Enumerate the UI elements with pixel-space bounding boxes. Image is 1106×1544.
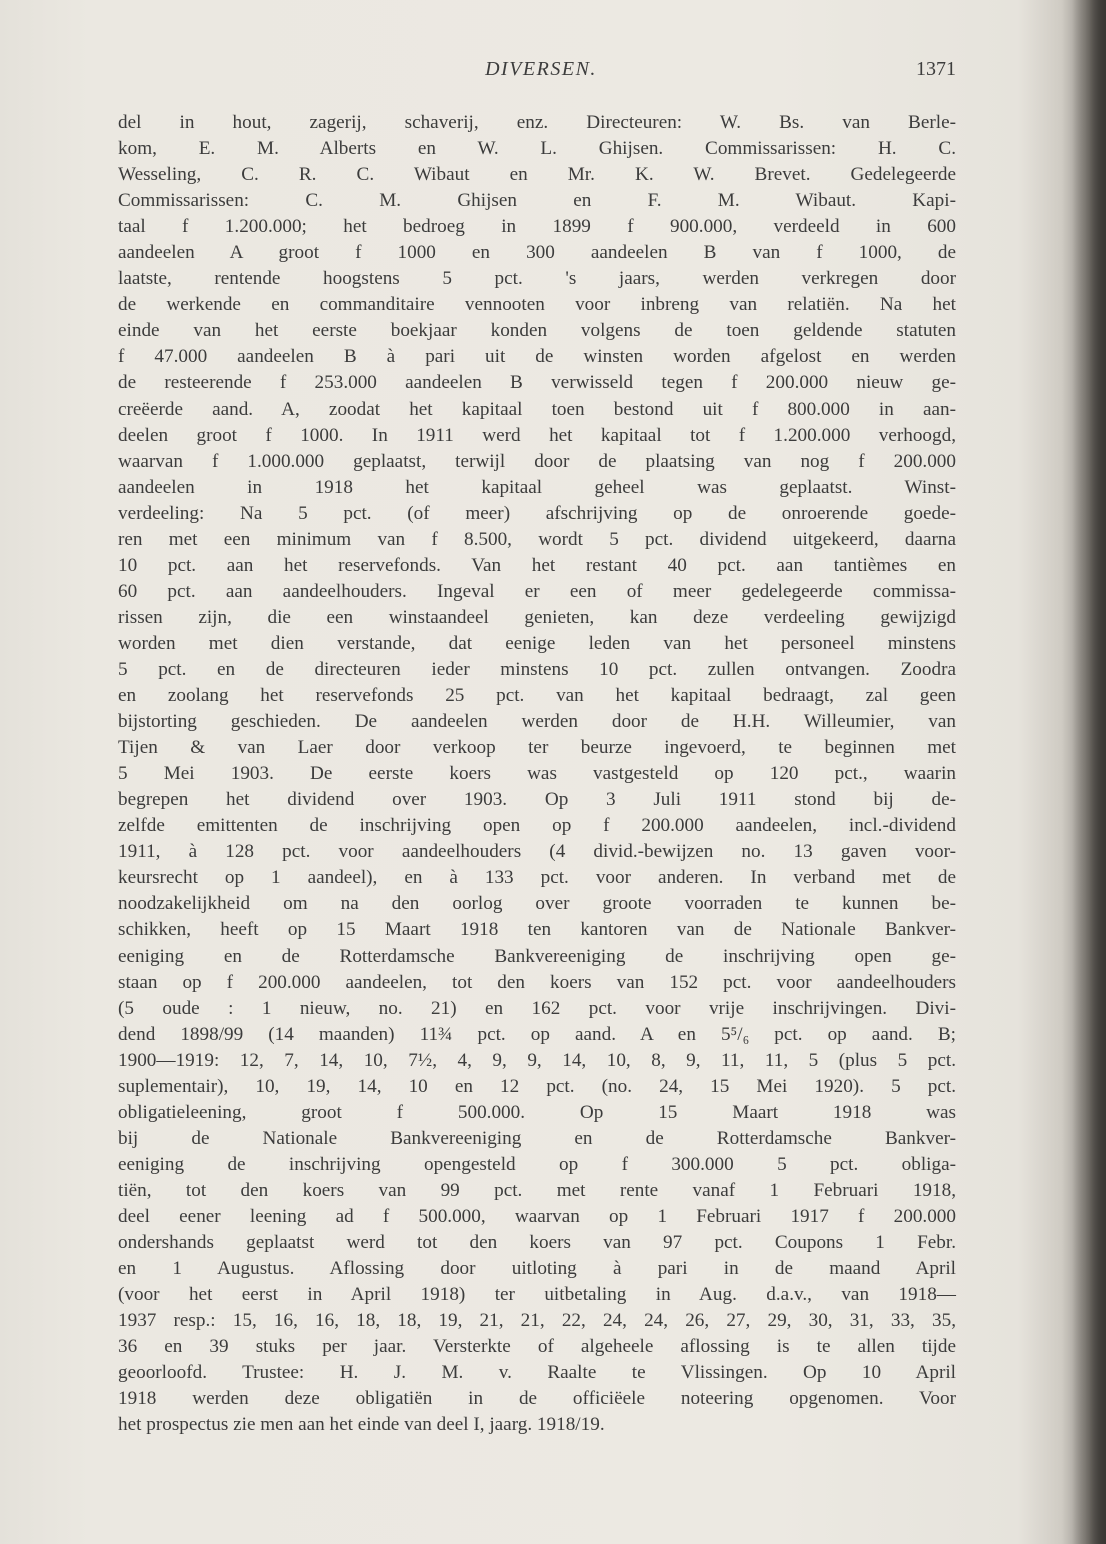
text-line: 36 en 39 stuks per jaar. Versterkte of algeheele aflossing is te allen tijde xyxy=(118,1336,956,1358)
text-line: obligatieleening, groot f 500.000. Op 15 Maart 1918 was xyxy=(118,1101,956,1123)
text-line: noodzakelijkheid om na den oorlog over groote voorraden te kunnen be- xyxy=(118,893,956,915)
text-line: begrepen het dividend over 1903. Op 3 Juli 1911 stond bij de- xyxy=(118,789,956,811)
text-line: bijstorting geschieden. De aandeelen werden door de H.H. Willeumier, van xyxy=(118,711,956,733)
text-line: 60 pct. aan aandeelhouders. Ingeval er een of meer gedelegeerde commissa- xyxy=(118,580,956,602)
text-line: de werkende en commanditaire vennooten voor inbreng van relatiën. Na het xyxy=(118,294,956,316)
text-line: geoorloofd. Trustee: H. J. M. v. Raalte te Vlissingen. Op 10 April xyxy=(118,1362,956,1384)
text-line: 1911, à 128 pct. voor aandeelhouders (4 divid.-bewijzen no. 13 gaven voor- xyxy=(118,841,956,863)
text-line: taal f 1.200.000; het bedroeg in 1899 f 900.000, verdeeld in 600 xyxy=(118,216,956,238)
text-line: het prospectus zie men aan het einde van deel I, jaarg. 1918/19. xyxy=(118,1414,605,1436)
text-line: einde van het eerste boekjaar konden volgens de toen geldende statuten xyxy=(118,320,956,342)
body-text xyxy=(118,110,956,1438)
text-line: 1900—1919: 12, 7, 14, 10, 7½, 4, 9, 9, 14, 10, 8, 9, 11, 11, 5 (plus 5 pct. xyxy=(118,1049,956,1071)
text-line: deel eener leening ad f 500.000, waarvan op 1 Februari 1917 f 200.000 xyxy=(118,1205,956,1227)
running-title: DIVERSEN. xyxy=(485,58,597,80)
text-line: 5 Mei 1903. De eerste koers was vastgesteld op 120 pct., waarin xyxy=(118,763,956,785)
text-line: keursrecht op 1 aandeel), en à 133 pct. voor anderen. In verband met de xyxy=(118,867,956,889)
text-line: kom, E. M. Alberts en W. L. Ghijsen. Commissarissen: H. C. xyxy=(118,138,956,160)
text-line: Commissarissen: C. M. Ghijsen en F. M. Wibaut. Kapi- xyxy=(118,190,956,212)
text-line: 1937 resp.: 15, 16, 16, 18, 18, 19, 21, 21, 22, 24, 24, 26, 27, 29, 30, 31, 33, 35, xyxy=(118,1310,956,1332)
text-line: Tijen & van Laer door verkoop ter beurze ingevoerd, te beginnen met xyxy=(118,737,956,759)
text-line: worden met dien verstande, dat eenige leden van het personeel minstens xyxy=(118,632,956,654)
text-line: waarvan f 1.000.000 geplaatst, terwijl door de plaatsing van nog f 200.000 xyxy=(118,450,956,472)
text-line: de resteerende f 253.000 aandeelen B verwisseld tegen f 200.000 nieuw ge- xyxy=(118,372,956,394)
text-line: creëerde aand. A, zoodat het kapitaal toen bestond uit f 800.000 in aan- xyxy=(118,398,956,420)
text-line: 10 pct. aan het reservefonds. Van het restant 40 pct. aan tantièmes en xyxy=(118,554,956,576)
text-line: Wesseling, C. R. C. Wibaut en Mr. K. W. Brevet. Gedelegeerde xyxy=(118,164,956,186)
text-line: 5 pct. en de directeuren ieder minstens 10 pct. zullen ontvangen. Zoodra xyxy=(118,658,956,680)
text-line: tiën, tot den koers van 99 pct. met rente vanaf 1 Februari 1918, xyxy=(118,1179,956,1201)
text-line: ondershands geplaatst werd tot den koers van 97 pct. Coupons 1 Febr. xyxy=(118,1232,956,1254)
text-line: schikken, heeft op 15 Maart 1918 ten kantoren van de Nationale Bankver- xyxy=(118,919,956,941)
text-line: 1918 werden deze obligatiën in de officiëele noteering opgenomen. Voor xyxy=(118,1388,956,1410)
text-line: eeniging de inschrijving opengesteld op f 300.000 5 pct. obliga- xyxy=(118,1153,956,1175)
text-line: dend 1898/99 (14 maanden) 11¾ pct. op aand. A en 5⁵/₆ pct. op aand. B; xyxy=(118,1023,956,1045)
text-line: verdeeling: Na 5 pct. (of meer) afschrijving op de onroerende goede- xyxy=(118,502,956,524)
running-header xyxy=(120,58,962,88)
text-line: ren met een minimum van f 8.500, wordt 5 pct. dividend uitgekeerd, daarna xyxy=(118,528,956,550)
text-line: en zoolang het reservefonds 25 pct. van het kapitaal bedraagt, zal geen xyxy=(118,685,956,707)
text-line: suplementair), 10, 19, 14, 10 en 12 pct. (no. 24, 15 Mei 1920). 5 pct. xyxy=(118,1075,956,1097)
text-line: zelfde emittenten de inschrijving open op f 200.000 aandeelen, incl.-dividend xyxy=(118,815,956,837)
book-spine-shadow xyxy=(1072,0,1106,1544)
text-line: del in hout, zagerij, schaverij, enz. Directeuren: W. Bs. van Berle- xyxy=(118,112,956,133)
text-line: laatste, rentende hoogstens 5 pct. 's jaars, werden verkregen door xyxy=(118,268,956,290)
text-line: deelen groot f 1000. In 1911 werd het kapitaal tot f 1.200.000 verhoogd, xyxy=(118,424,956,446)
page-number: 1371 xyxy=(916,58,956,80)
text-line: aandeelen in 1918 het kapitaal geheel was geplaatst. Winst- xyxy=(118,476,956,498)
text-line: rissen zijn, die een winstaandeel genieten, kan deze verdeeling gewijzigd xyxy=(118,606,956,628)
text-line: aandeelen A groot f 1000 en 300 aandeelen B van f 1000, de xyxy=(118,242,956,264)
text-line: eeniging en de Rotterdamsche Bankvereeniging de inschrijving open ge- xyxy=(118,945,956,967)
text-line: bij de Nationale Bankvereeniging en de Rotterdamsche Bankver- xyxy=(118,1127,956,1149)
text-line: en 1 Augustus. Aflossing door uitloting à pari in de maand April xyxy=(118,1258,956,1280)
text-line: (voor het eerst in April 1918) ter uitbetaling in Aug. d.a.v., van 1918— xyxy=(118,1284,956,1306)
text-line: staan op f 200.000 aandeelen, tot den koers van 152 pct. voor aandeelhouders xyxy=(118,971,956,993)
text-line: (5 oude : 1 nieuw, no. 21) en 162 pct. voor vrije inschrijvingen. Divi- xyxy=(118,997,956,1019)
text-line: f 47.000 aandeelen B à pari uit de winsten worden afgelost en werden xyxy=(118,346,956,368)
